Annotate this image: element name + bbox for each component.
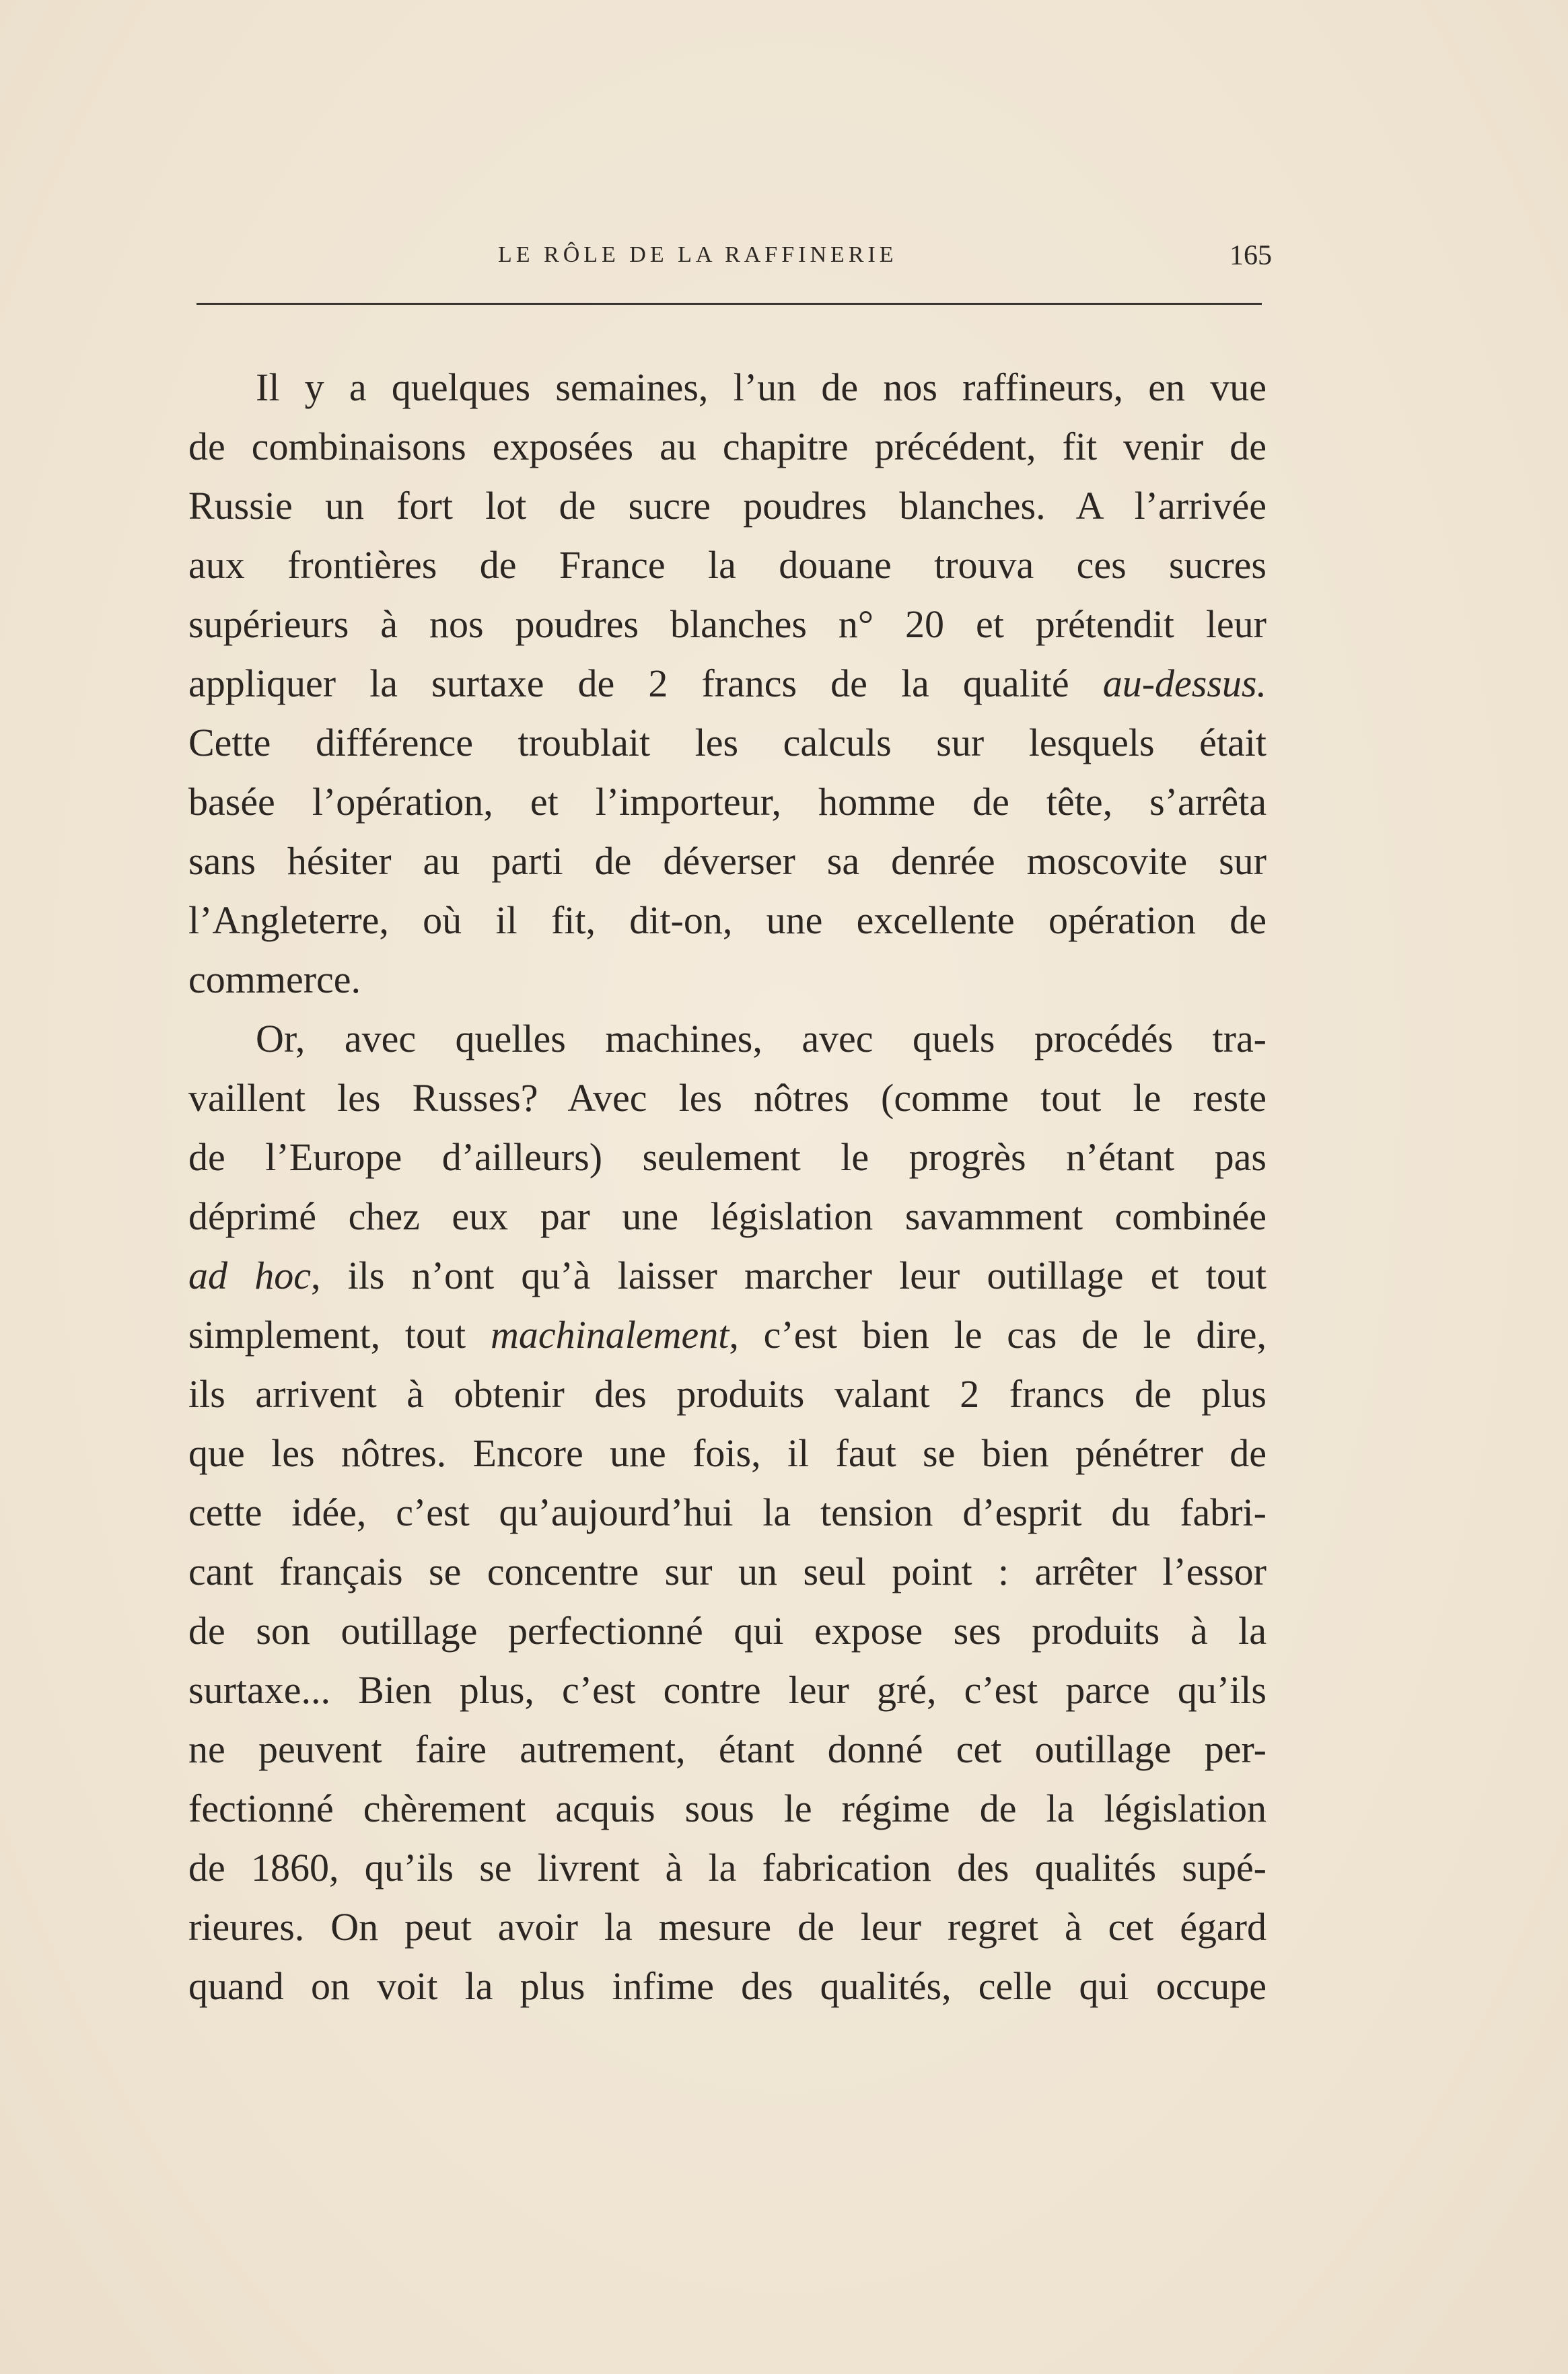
text-line: l’Angleterre, où il fit, dit-on, une excellente opération de [188, 898, 1267, 942]
paragraph-1 [188, 358, 1267, 1009]
paragraph-2 [188, 1009, 1267, 2016]
text-line: de combinaisons exposées au chapitre précédent, fit venir de [188, 425, 1267, 468]
text-line: quand on voit la plus infime des qualités, celle qui occupe [188, 1964, 1267, 2008]
text-line: que les nôtres. Encore une fois, il faut se bien pénétrer de [188, 1431, 1267, 1475]
text-run: appliquer la surtaxe de 2 francs de la qualité [188, 661, 1103, 705]
running-title: LE RÔLE DE LA RAFFINERIE [498, 242, 898, 267]
running-head [195, 242, 1272, 283]
text-line [188, 1246, 1267, 1305]
text-line: déprimé chez eux par une législation savamment combinée [188, 1194, 1267, 1238]
italic-text: ad hoc [188, 1254, 311, 1297]
text-line: basée l’opération, et l’importeur, homme de tête, s’arrêta [188, 780, 1267, 824]
text-line: cette idée, c’est qu’aujourd’hui la tension d’esprit du fabri- [188, 1490, 1267, 1534]
text-run: , c’est bien le cas de le dire, [729, 1313, 1267, 1357]
text-run: simplement, tout [188, 1313, 491, 1357]
text-line: ne peuvent faire autrement, étant donné cet outillage per- [188, 1727, 1267, 1771]
text-line [188, 1305, 1267, 1365]
italic-text: machinalement [490, 1313, 729, 1357]
text-line: de l’Europe d’ailleurs) seulement le progrès n’étant pas [188, 1135, 1267, 1179]
text-line: vaillent les Russes? Avec les nôtres (comme tout le reste [188, 1076, 1267, 1120]
text-line: Or, avec quelles machines, avec quels procédés tra- [256, 1017, 1267, 1060]
text-line: supérieurs à nos poudres blanches n° 20 et prétendit leur [188, 602, 1267, 646]
text-line: cant français se concentre sur un seul point : arrêter l’essor [188, 1550, 1267, 1593]
italic-text: au-dessus. [1102, 661, 1267, 705]
page-number: 165 [1230, 240, 1272, 271]
text-line: Il y a quelques semaines, l’un de nos raffineurs, en vue [256, 365, 1267, 409]
text-line: Cette différence troublait les calculs sur lesquels était [188, 721, 1267, 764]
text-line: Russie un fort lot de sucre poudres blanches. A l’arrivée [188, 484, 1267, 528]
text-line: de son outillage perfectionné qui expose ses produits à la [188, 1609, 1267, 1653]
text-line: surtaxe... Bien plus, c’est contre leur gré, c’est parce qu’ils [188, 1668, 1267, 1712]
text-line [188, 654, 1267, 713]
text-line: commerce. [188, 958, 361, 1001]
header-rule [197, 303, 1262, 305]
text-line: ils arrivent à obtenir des produits valant 2 francs de plus [188, 1372, 1267, 1416]
text-run: , ils n’ont qu’à laisser marcher leur outillage et tout [310, 1254, 1267, 1297]
text-line: aux frontières de France la douane trouva ces sucres [188, 543, 1267, 587]
text-line: fectionné chèrement acquis sous le régime de la législation [188, 1787, 1267, 1830]
text-line: sans hésiter au parti de déverser sa denrée moscovite sur [188, 839, 1267, 883]
body-text [188, 358, 1267, 2016]
text-line: de 1860, qu’ils se livrent à la fabrication des qualités supé- [188, 1846, 1267, 1890]
text-line: rieures. On peut avoir la mesure de leur regret à cet égard [188, 1905, 1267, 1949]
